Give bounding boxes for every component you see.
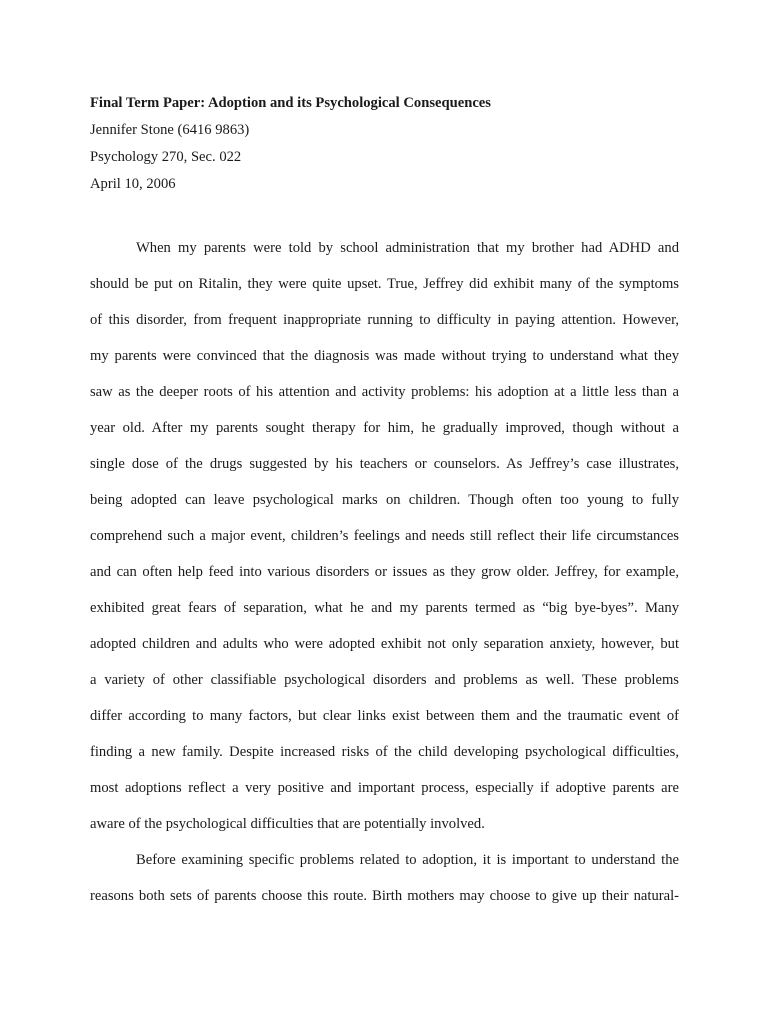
paper-body bbox=[90, 230, 679, 914]
paragraph bbox=[90, 842, 679, 914]
text-line: of this disorder, from frequent inappropriate running to difficulty in paying attention. However, bbox=[90, 312, 679, 328]
course-line: Psychology 270, Sec. 022 bbox=[90, 149, 242, 165]
text-line: should be put on Ritalin, they were quite upset. True, Jeffrey did exhibit many of the symptoms bbox=[90, 276, 679, 292]
text-line: single dose of the drugs suggested by his teachers or counselors. As Jeffrey’s case illustrates, bbox=[90, 456, 679, 472]
text-line: my parents were convinced that the diagnosis was made without trying to understand what they bbox=[90, 348, 679, 364]
text-line: reasons both sets of parents choose this route. Birth mothers may choose to give up their natural- bbox=[90, 888, 679, 904]
text-line: comprehend such a major event, children’s feelings and needs still reflect their life circumstances bbox=[90, 528, 679, 544]
paper-header bbox=[90, 90, 690, 198]
text-line: adopted children and adults who were adopted exhibit not only separation anxiety, however, but bbox=[90, 636, 679, 652]
text-line: When my parents were told by school administration that my brother had ADHD and bbox=[136, 240, 679, 256]
text-line: finding a new family. Despite increased risks of the child developing psychological difficulties, bbox=[90, 744, 679, 760]
author-line: Jennifer Stone (6416 9863) bbox=[90, 122, 250, 138]
text-line: most adoptions reflect a very positive and important process, especially if adoptive parents are bbox=[90, 780, 679, 796]
paragraph bbox=[90, 230, 679, 842]
text-line: a variety of other classifiable psychological disorders and problems as well. These problems bbox=[90, 672, 679, 688]
text-line: year old. After my parents sought therapy for him, he gradually improved, though without a bbox=[90, 420, 679, 436]
text-line: saw as the deeper roots of his attention and activity problems: his adoption at a little less than a bbox=[90, 384, 679, 400]
text-line: Before examining specific problems related to adoption, it is important to understand the bbox=[136, 852, 679, 868]
text-line: exhibited great fears of separation, what he and my parents termed as “big bye-byes”. Many bbox=[90, 600, 679, 616]
date-line: April 10, 2006 bbox=[90, 176, 176, 192]
text-line: and can often help feed into various disorders or issues as they grow older. Jeffrey, for example, bbox=[90, 564, 679, 580]
paper-title: Final Term Paper: Adoption and its Psychological Consequences bbox=[90, 95, 491, 111]
text-line: differ according to many factors, but clear links exist between them and the traumatic event of bbox=[90, 708, 679, 724]
text-line: being adopted can leave psychological marks on children. Though often too young to fully bbox=[90, 492, 679, 508]
text-line: aware of the psychological difficulties that are potentially involved. bbox=[90, 816, 485, 832]
